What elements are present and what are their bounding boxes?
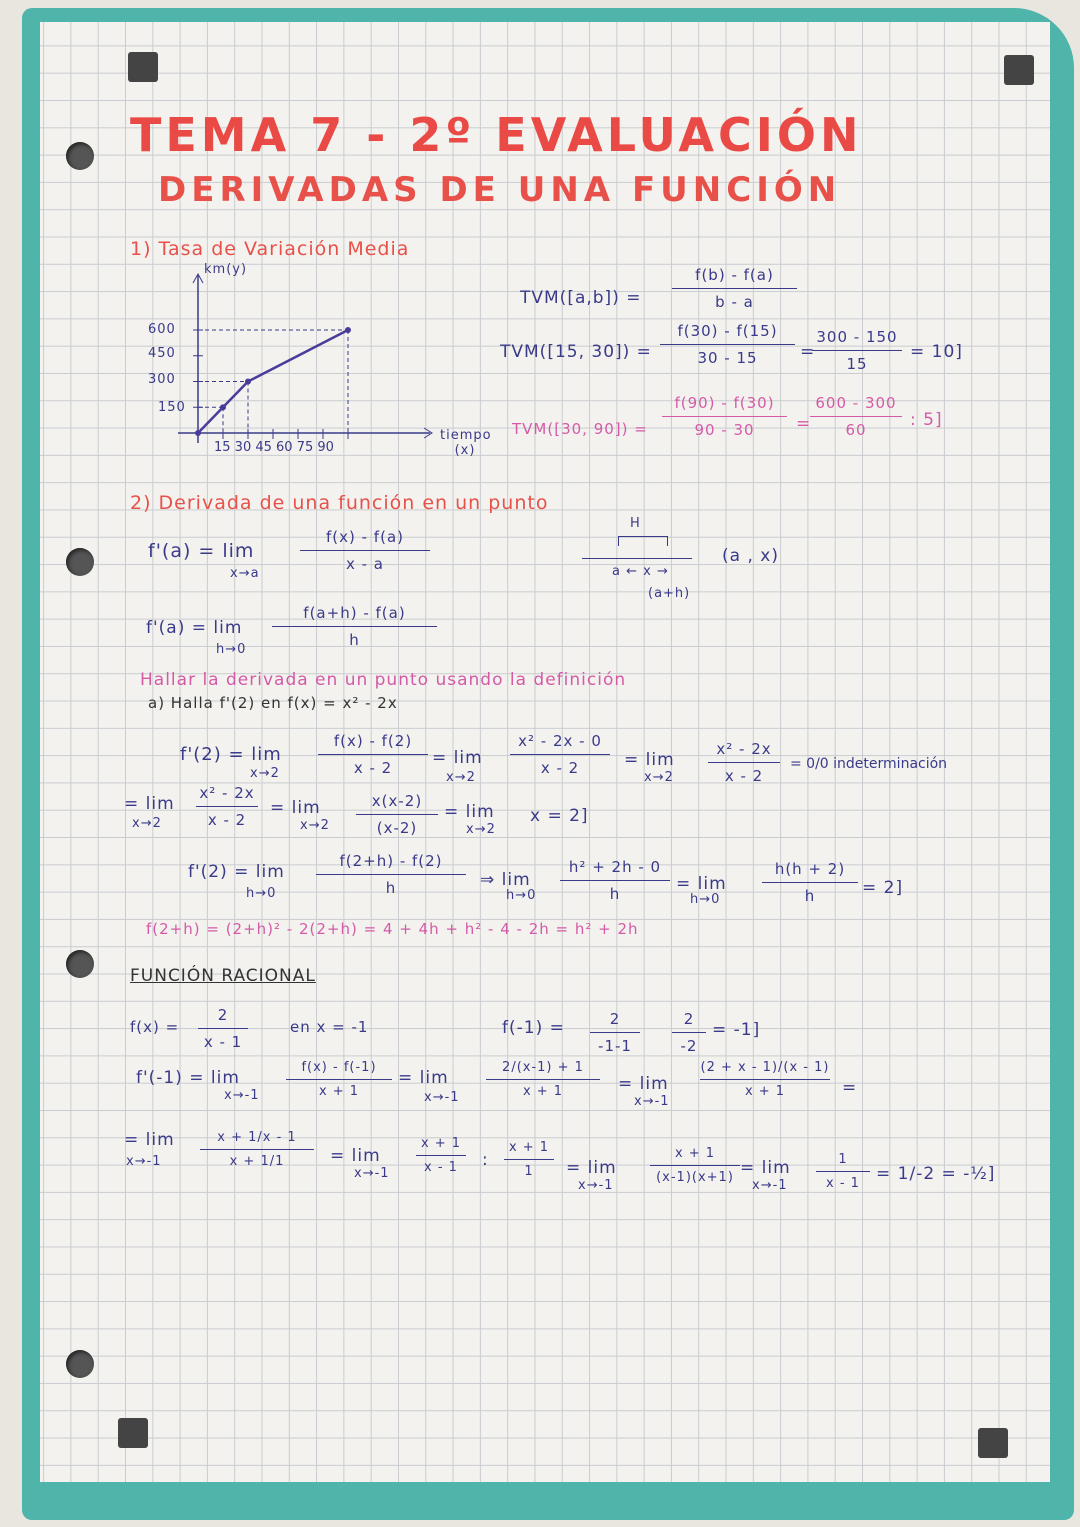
limit-sub: x→-1 <box>354 1166 390 1181</box>
denominator: b - a <box>715 293 754 311</box>
numerator: f(2+h) - f(2) <box>339 852 443 870</box>
fraction <box>672 266 797 311</box>
denominator: h <box>609 885 621 903</box>
expr: = lim <box>618 1074 669 1094</box>
fraction <box>416 1136 466 1175</box>
graph-y-label: km(y) <box>204 262 248 277</box>
expr: = lim <box>444 802 495 822</box>
graph-point <box>195 430 201 436</box>
fraction <box>200 1130 314 1169</box>
y-tick: 300 <box>148 372 176 387</box>
expr: f(-1) = <box>502 1018 565 1038</box>
expr: = lim <box>740 1158 791 1178</box>
limit-sub: x→2 <box>132 816 162 831</box>
numerator: x + 1 <box>508 1140 550 1155</box>
denominator: h <box>349 631 360 649</box>
denominator: 1 <box>524 1164 534 1179</box>
denominator: h <box>804 887 816 905</box>
limit-sub: x→-1 <box>424 1090 460 1105</box>
fraction <box>590 1010 640 1055</box>
result: : 5] <box>910 410 943 430</box>
numerator: 2 <box>217 1006 229 1024</box>
fraction <box>662 394 787 439</box>
numerator: x² - 2x <box>716 740 772 758</box>
numerator: (2 + x - 1)/(x - 1) <box>700 1060 830 1075</box>
denominator: 15 <box>846 355 868 373</box>
limit-sub: x→-1 <box>578 1178 614 1193</box>
denominator: h <box>385 879 397 897</box>
numerator: x² - 2x <box>199 784 255 802</box>
fraction <box>272 604 437 649</box>
denominator: x + 1 <box>522 1084 564 1099</box>
expr: = lim <box>270 798 321 818</box>
fraction <box>356 792 438 837</box>
numerator: 1 <box>838 1152 848 1167</box>
denominator: x - 2 <box>353 759 393 777</box>
fraction <box>286 1060 392 1099</box>
denominator: (x-1)(x+1) <box>656 1170 734 1185</box>
numerator: h(h + 2) <box>774 860 846 878</box>
expr: f'(2) = lim <box>188 862 285 882</box>
numerator: 600 - 300 <box>815 394 897 412</box>
numerator: x + 1 <box>674 1146 716 1161</box>
fraction <box>560 858 670 903</box>
expr: f'(-1) = lim <box>136 1068 240 1088</box>
fraction <box>708 740 780 785</box>
limit-sub: x→2 <box>300 818 330 833</box>
fraction <box>816 1152 870 1191</box>
limit-sub: h→0 <box>506 888 537 903</box>
expansion-note: f(2+h) = (2+h)² - 2(2+h) = 4 + 4h + h² - 4 - 2h = h² + 2h <box>146 920 639 938</box>
expr: = lim <box>624 750 675 770</box>
denominator: x - 1 <box>203 1033 243 1051</box>
numerator: f(x) - f(-1) <box>301 1060 377 1075</box>
fraction <box>812 328 902 373</box>
denominator: x + 1/1 <box>229 1154 285 1169</box>
diagram-bracket <box>618 536 668 546</box>
fraction <box>810 394 902 439</box>
fraction <box>650 1146 740 1185</box>
equals: = <box>800 342 816 362</box>
tvm-definition: TVM([a,b]) = <box>520 288 642 308</box>
y-tick: 600 <box>148 322 176 337</box>
result: = 2] <box>862 878 904 898</box>
limit-sub: x→a <box>230 566 260 581</box>
diagram-h-label: H <box>630 516 641 531</box>
fraction <box>318 732 428 777</box>
denominator: x - 2 <box>207 811 247 829</box>
denominator: x + 1 <box>318 1084 360 1099</box>
limit-sub: x→-1 <box>634 1094 670 1109</box>
numerator: f(b) - f(a) <box>695 266 774 284</box>
expr: f'(2) = lim <box>180 744 282 765</box>
denominator: x - 1 <box>826 1176 860 1191</box>
diagram-a-plus-h: (a+h) <box>648 586 691 601</box>
equals: = <box>796 414 812 434</box>
limit-sub: x→-1 <box>224 1088 260 1103</box>
fraction <box>300 528 430 573</box>
expr: = lim <box>676 874 727 894</box>
indeterminacy-note: = 0/0 indeterminación <box>790 756 948 772</box>
y-tick: 450 <box>148 346 176 361</box>
tvm-30-90: TVM([30, 90]) = <box>512 420 648 438</box>
page-subtitle: DERIVADAS DE UNA FUNCIÓN <box>158 170 842 210</box>
denominator: x + 1 <box>744 1084 786 1099</box>
x-ticks: 15 30 45 60 75 90 <box>214 440 334 455</box>
section-heading: 2) Derivada de una función en un punto <box>130 492 549 514</box>
numerator: h² + 2h - 0 <box>568 858 662 876</box>
expr: f(x) = <box>130 1018 180 1036</box>
limit-sub: h→0 <box>246 886 277 901</box>
limit-sub: h→0 <box>690 892 721 907</box>
numerator: 2 <box>683 1010 695 1028</box>
graph-x-label: tiempo (x) <box>440 428 492 458</box>
denominator: -2 <box>680 1037 698 1055</box>
limit-sub: h→0 <box>216 642 247 657</box>
numerator: f(a+h) - f(a) <box>303 604 406 622</box>
fraction <box>762 860 858 905</box>
numerator: f(x) - f(a) <box>326 528 404 546</box>
expr: = lim <box>432 748 483 768</box>
limit-sub: x→2 <box>644 770 674 785</box>
expr: en x = -1 <box>290 1018 369 1036</box>
derivative-def-2: f'(a) = lim <box>146 618 243 638</box>
tvm-15-30: TVM([15, 30]) = <box>500 342 652 362</box>
expr: = lim <box>124 1130 175 1150</box>
fraction <box>700 1060 830 1099</box>
denominator: 90 - 30 <box>694 421 755 439</box>
fraction <box>504 1140 554 1179</box>
limit-sub: x→-1 <box>752 1178 788 1193</box>
denominator: 60 <box>845 421 867 439</box>
numerator: f(30) - f(15) <box>677 322 778 340</box>
limit-sub: x→2 <box>250 766 280 781</box>
expr: = lim <box>330 1146 381 1166</box>
diagram-line <box>582 558 692 559</box>
equals: = <box>842 1078 858 1098</box>
numerator: x(x-2) <box>371 792 423 810</box>
result: x = 2] <box>530 806 589 826</box>
expr: = lim <box>398 1068 449 1088</box>
fraction <box>510 732 610 777</box>
expr: = lim <box>124 794 175 814</box>
page-title: TEMA 7 - 2º EVALUACIÓN <box>130 108 863 162</box>
fraction <box>672 1010 706 1055</box>
denominator: x - 2 <box>724 767 764 785</box>
fraction <box>316 852 466 897</box>
fraction <box>660 322 795 367</box>
expr: = lim <box>566 1158 617 1178</box>
fraction <box>486 1060 600 1099</box>
denominator: x - 2 <box>540 759 580 777</box>
denominator: -1-1 <box>598 1037 632 1055</box>
section-heading: 1) Tasa de Variación Media <box>130 238 410 260</box>
denominator: 30 - 15 <box>697 349 758 367</box>
denominator: (x-2) <box>376 819 418 837</box>
section-heading: FUNCIÓN RACIONAL <box>130 966 316 986</box>
denominator: x - a <box>345 555 385 573</box>
numerator: x + 1 <box>420 1136 462 1151</box>
numerator: f(90) - f(30) <box>674 394 775 412</box>
limit-sub: x→2 <box>466 822 496 837</box>
numerator: f(x) - f(2) <box>333 732 413 750</box>
limit-sub: x→-1 <box>126 1154 162 1169</box>
denominator: x - 1 <box>424 1160 458 1175</box>
result: = 1/-2 = -½] <box>876 1164 996 1184</box>
limit-sub: x→2 <box>446 770 476 785</box>
numerator: x + 1/x - 1 <box>217 1130 297 1145</box>
divide: : <box>482 1150 489 1170</box>
diagram-pair: (a , x) <box>722 546 779 566</box>
y-tick: 150 <box>158 400 186 415</box>
exercise-heading: Hallar la derivada en un punto usando la definición <box>140 670 627 690</box>
expr: ⇒ lim <box>480 870 531 890</box>
result: = -1] <box>712 1020 761 1040</box>
result: = 10] <box>910 342 963 362</box>
diagram-points: a ← x → <box>612 564 669 579</box>
numerator: x² - 2x - 0 <box>518 732 602 750</box>
fraction <box>196 784 258 829</box>
numerator: 2 <box>609 1010 621 1028</box>
numerator: 300 - 150 <box>816 328 898 346</box>
numerator: 2/(x-1) + 1 <box>502 1060 584 1075</box>
derivative-def-1: f'(a) = lim <box>148 540 255 562</box>
exercise-task: a) Halla f'(2) en f(x) = x² - 2x <box>148 694 398 712</box>
fraction <box>198 1006 248 1051</box>
